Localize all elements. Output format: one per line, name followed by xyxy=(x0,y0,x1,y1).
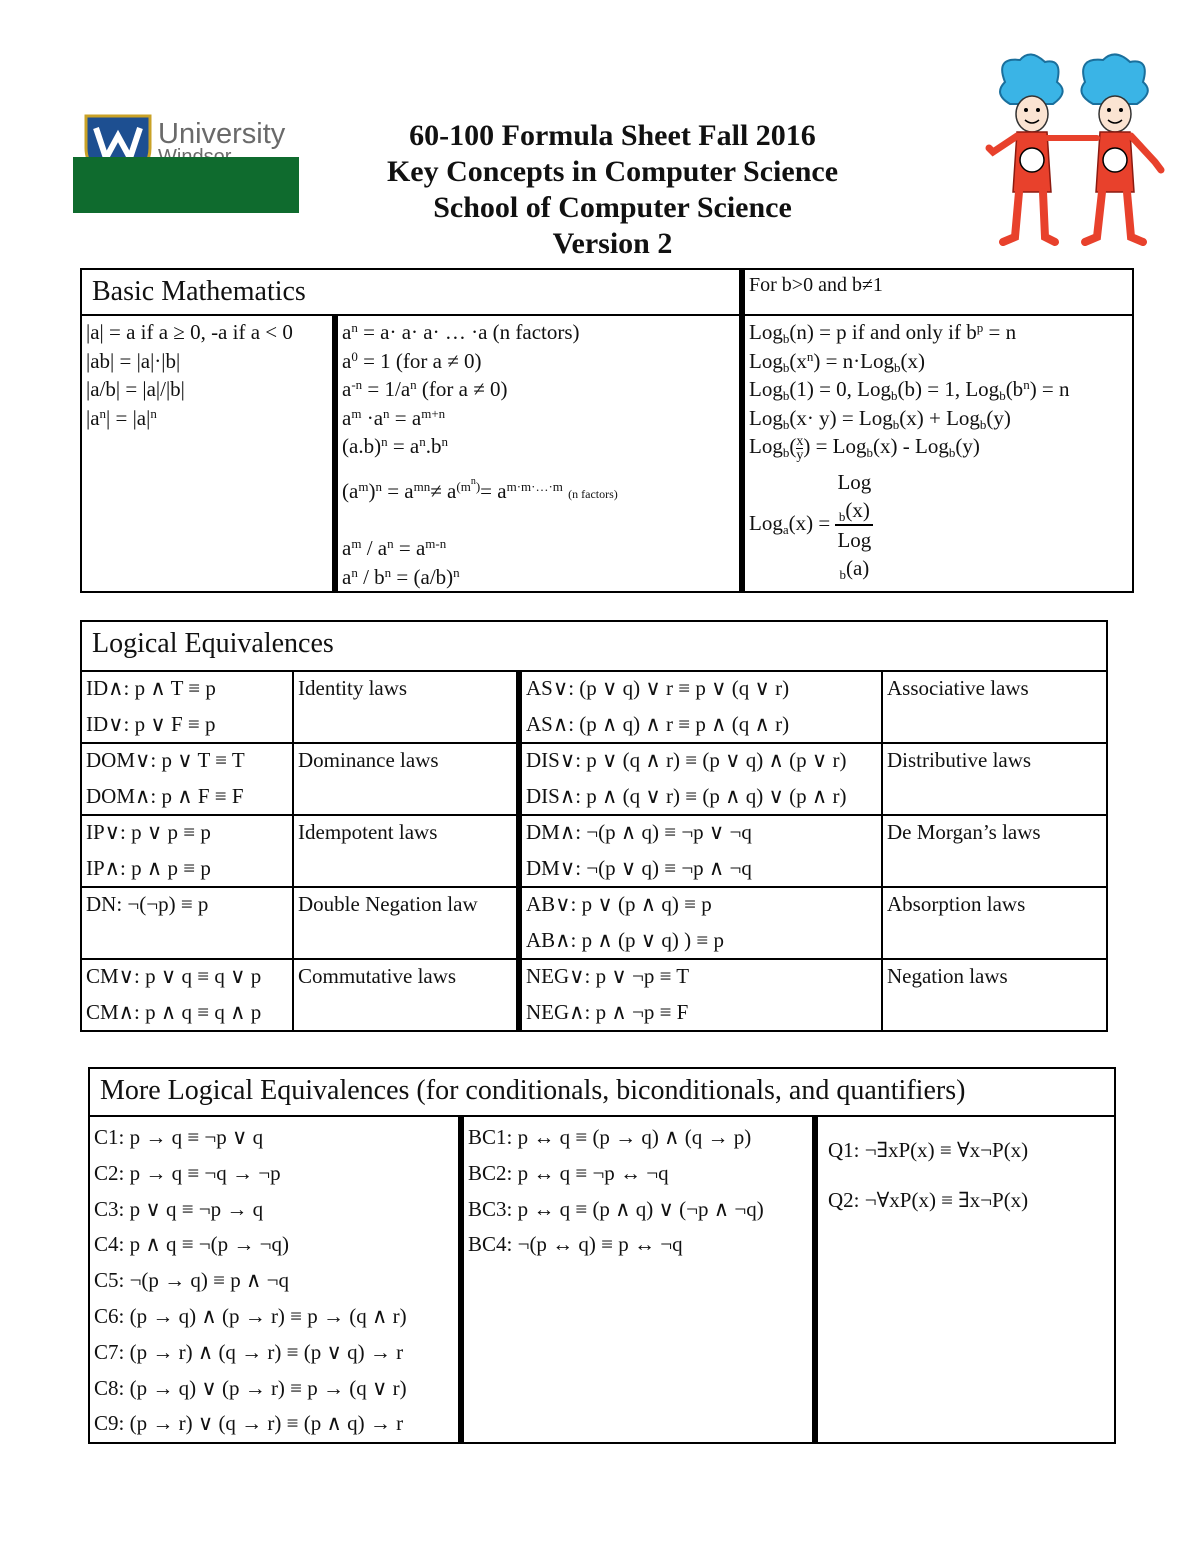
law-name: Associative laws xyxy=(882,671,1107,743)
conditional-line: C9: (p → r) ∨ (q → r) ≡ (p ∧ q) → r xyxy=(94,1411,404,1436)
law-cell xyxy=(81,959,293,1031)
abs-line: |ab| = |a|·|b| xyxy=(86,348,181,373)
conditional-line: C2: p → q ≡ ¬q → ¬p xyxy=(94,1160,281,1185)
abs-power-line: $|a^n| = |a|^n$ xyxy=(86,405,157,430)
law-line: DOM∨: p ∨ T ≡ T xyxy=(86,748,245,772)
law-cell xyxy=(519,959,882,1031)
law-line: DIS∧: p ∧ (q ∨ r) ≡ (p ∧ q) ∨ (p ∧ r) xyxy=(526,783,847,808)
biconditional-line: BC3: p ↔ q ≡ (p ∧ q) ∨ (¬p ∧ ¬q) xyxy=(468,1196,764,1221)
exp-line-3: $a^{-n} = 1/a^n$ (for a ≠ 0) xyxy=(342,377,508,401)
logo-green-bar xyxy=(73,157,299,213)
law-line: IP∧: p ∧ p ≡ p xyxy=(86,855,211,880)
abs-pow-mid: | = |a| xyxy=(106,405,151,430)
law-cell xyxy=(81,671,293,743)
law-name: Absorption laws xyxy=(882,887,1107,959)
biconditional-line: BC4: ¬(p ↔ q) ≡ p ↔ ¬q xyxy=(468,1232,683,1257)
conditional-line: C1: p → q ≡ ¬p ∨ q xyxy=(94,1125,264,1149)
conditional-line: C7: (p → r) ∧ (q → r) ≡ (p ∨ q) → r xyxy=(94,1339,404,1364)
more-logical-heading: More Logical Equivalences (for conditionals, biconditionals, and quantifiers) xyxy=(89,1068,1115,1116)
logical-equivalences-table xyxy=(80,620,1108,1032)
log-l1-end: = n xyxy=(988,320,1017,344)
law-line: AB∧: p ∧ (p ∨ q) ) ≡ p xyxy=(526,927,724,952)
law-name: De Morgan’s laws xyxy=(882,815,1107,887)
log-line-3: Log$_b$(1) = 0, Log$_b$(b) = 1, $Log_b(b^n) = n$ xyxy=(749,377,1070,403)
log-condition: For b>0 and b≠1 xyxy=(742,269,1133,315)
biconditional-line: BC2: p ↔ q ≡ ¬p ↔ ¬q xyxy=(468,1160,669,1185)
title-line-3: School of Computer Science xyxy=(433,191,792,224)
law-line: AS∨: (p ∨ q) ∨ r ≡ p ∨ (q ∨ r) xyxy=(526,676,790,700)
basic-math-table xyxy=(80,268,1134,593)
law-line: AB∨: p ∨ (p ∧ q) ≡ p xyxy=(526,892,712,916)
law-name: Distributive laws xyxy=(882,743,1107,815)
conditional-line: C4: p ∧ q ≡ ¬(p → ¬q) xyxy=(94,1232,289,1257)
exp-line-2: $a^0 = 1$ (for a ≠ 0) xyxy=(342,348,482,373)
log-line-6: Log$_a$(x) = Log $_b$(x) Log $_b$(a) xyxy=(749,469,872,582)
quantifiers-cell xyxy=(815,1116,1115,1443)
title-line-2: Key Concepts in Computer Science xyxy=(386,155,839,188)
exp-e1: = a· a· a· … ·a (n factors) xyxy=(363,320,580,344)
quantifier-line: Q2: ¬∀xP(x) ≡ ∃x¬P(x) xyxy=(828,1188,1029,1212)
logo-text: University xyxy=(158,118,286,150)
title-line-4: Version 2 xyxy=(552,227,673,260)
law-cell xyxy=(519,815,882,887)
quantifier-line: Q1: ¬∃xP(x) ≡ ∀x¬P(x) xyxy=(828,1138,1029,1162)
abs-line: |a/b| = |a|/|b| xyxy=(86,377,185,401)
exp-e2: = 1 (for a ≠ 0) xyxy=(363,348,482,373)
page-title xyxy=(300,118,925,262)
conditional-line: C5: ¬(p → q) ≡ p ∧ ¬q xyxy=(94,1268,289,1293)
thing-1-figure xyxy=(989,54,1063,242)
law-line: DM∧: ¬(p ∧ q) ≡ ¬p ∨ ¬q xyxy=(526,820,752,844)
thing-2-figure xyxy=(1047,54,1161,242)
log-line-1: Log$_b$(n) = p if and only if $b^p = n$ xyxy=(749,320,1017,346)
law-line: DOM∧: p ∧ F ≡ F xyxy=(86,783,244,808)
law-line: IP∨: p ∨ p ≡ p xyxy=(86,820,211,844)
conditional-line: C3: p ∨ q ≡ ¬p → q xyxy=(94,1196,264,1221)
law-cell xyxy=(519,887,882,959)
exp-e7-tail: (n factors) xyxy=(568,486,618,501)
law-line: CM∨: p ∨ q ≡ q ∨ p xyxy=(86,964,262,988)
law-line: DIS∨: p ∨ (q ∧ r) ≡ (p ∨ q) ∧ (p ∨ r) xyxy=(526,748,847,772)
university-logo xyxy=(72,108,300,214)
log-line-2: $Log_b(x^n) = n\cdot Log_b(x)$ xyxy=(749,348,926,375)
abs-pow-base: |a xyxy=(86,405,100,430)
exp-line-4: $a^m \cdot a^n = a^{m+n}$ xyxy=(342,405,446,430)
law-name: Dominance laws xyxy=(293,743,519,815)
biconditionals-cell xyxy=(461,1116,815,1443)
law-cell xyxy=(519,671,882,743)
law-line: DM∨: ¬(p ∨ q) ≡ ¬p ∧ ¬q xyxy=(526,855,752,880)
biconditional-line: BC1: p ↔ q ≡ (p → q) ∧ (q → p) xyxy=(468,1125,752,1149)
law-line: ID∨: p ∨ F ≡ p xyxy=(86,711,216,736)
law-name: Negation laws xyxy=(882,959,1107,1031)
law-name: Idempotent laws xyxy=(293,815,519,887)
exp-line-8: $a^n / b^n = (a/b)^n$ xyxy=(342,564,460,589)
logical-heading: Logical Equivalences xyxy=(81,621,1107,671)
exp-e3b: (for a ≠ 0) xyxy=(421,377,508,401)
exp-e3: = 1/a xyxy=(367,377,411,401)
law-cell xyxy=(519,743,882,815)
conditional-line: C8: (p → q) ∨ (p → r) ≡ p → (q ∨ r) xyxy=(94,1375,407,1400)
exp-line-1: $a^n = a\cdot a\cdot a\cdot$ … ·a (n factors) xyxy=(342,320,580,344)
exponent-rules-cell xyxy=(335,315,742,592)
title-line-1: 60-100 Formula Sheet Fall 2016 xyxy=(409,119,816,152)
conditional-line: C6: (p → q) ∧ (p → r) ≡ p → (q ∧ r) xyxy=(94,1303,407,1328)
log-l1-text: (n) = p if and only if b xyxy=(789,320,977,344)
law-line: AS∧: (p ∧ q) ∧ r ≡ p ∧ (q ∧ r) xyxy=(526,711,790,736)
abs-line: |a| = a if a ≥ 0, -a if a < 0 xyxy=(86,320,293,344)
law-line: CM∧: p ∧ q ≡ q ∧ p xyxy=(86,999,262,1024)
log-l6-num: Log xyxy=(837,469,872,494)
law-cell xyxy=(81,887,293,959)
law-cell xyxy=(81,815,293,887)
law-line: NEG∨: p ∨ ¬p ≡ T xyxy=(526,964,690,988)
law-cell xyxy=(81,743,293,815)
conditionals-cell xyxy=(89,1116,461,1443)
log-l6-den: Log xyxy=(837,527,872,552)
more-logical-table xyxy=(88,1067,1116,1444)
thing-one-thing-two-illustration xyxy=(985,52,1165,247)
exp-line-7: $a^m / a^n = a^{m-n}$ xyxy=(342,536,447,560)
absolute-value-cell xyxy=(81,315,335,592)
logo-text-2 xyxy=(158,146,231,156)
log-line-4: Log$_b$(x· y) = Log$_b$(x) + Log$_b$(y) xyxy=(749,405,1011,432)
exp-line-6: $(a^m)^n = a^{mn}\ne a^{(m^n)}= a^{m\cdot m\cdot\dots\cdot m}$ (n factors) xyxy=(342,475,618,503)
log-l1: Log xyxy=(749,320,783,344)
law-line: ID∧: p ∧ T ≡ p xyxy=(86,676,216,700)
law-name: Double Negation law xyxy=(293,887,519,959)
basic-math-heading: Basic Mathematics xyxy=(81,269,742,315)
log-rules-cell xyxy=(742,315,1133,592)
law-name: Commutative laws xyxy=(293,959,519,1031)
law-name: Identity laws xyxy=(293,671,519,743)
law-line: DN: ¬(¬p) ≡ p xyxy=(86,892,209,916)
exp-line-5: $(a.b)^n = a^n.b^n$ xyxy=(342,434,448,458)
law-line: NEG∧: p ∧ ¬p ≡ F xyxy=(526,999,689,1024)
log-line-5: Log$_b$( $\frac{x}{y}$ ) = Log$_b$(x) - Log$_b$(y) xyxy=(749,433,980,463)
exp-e9: = (a/b) xyxy=(396,564,454,589)
